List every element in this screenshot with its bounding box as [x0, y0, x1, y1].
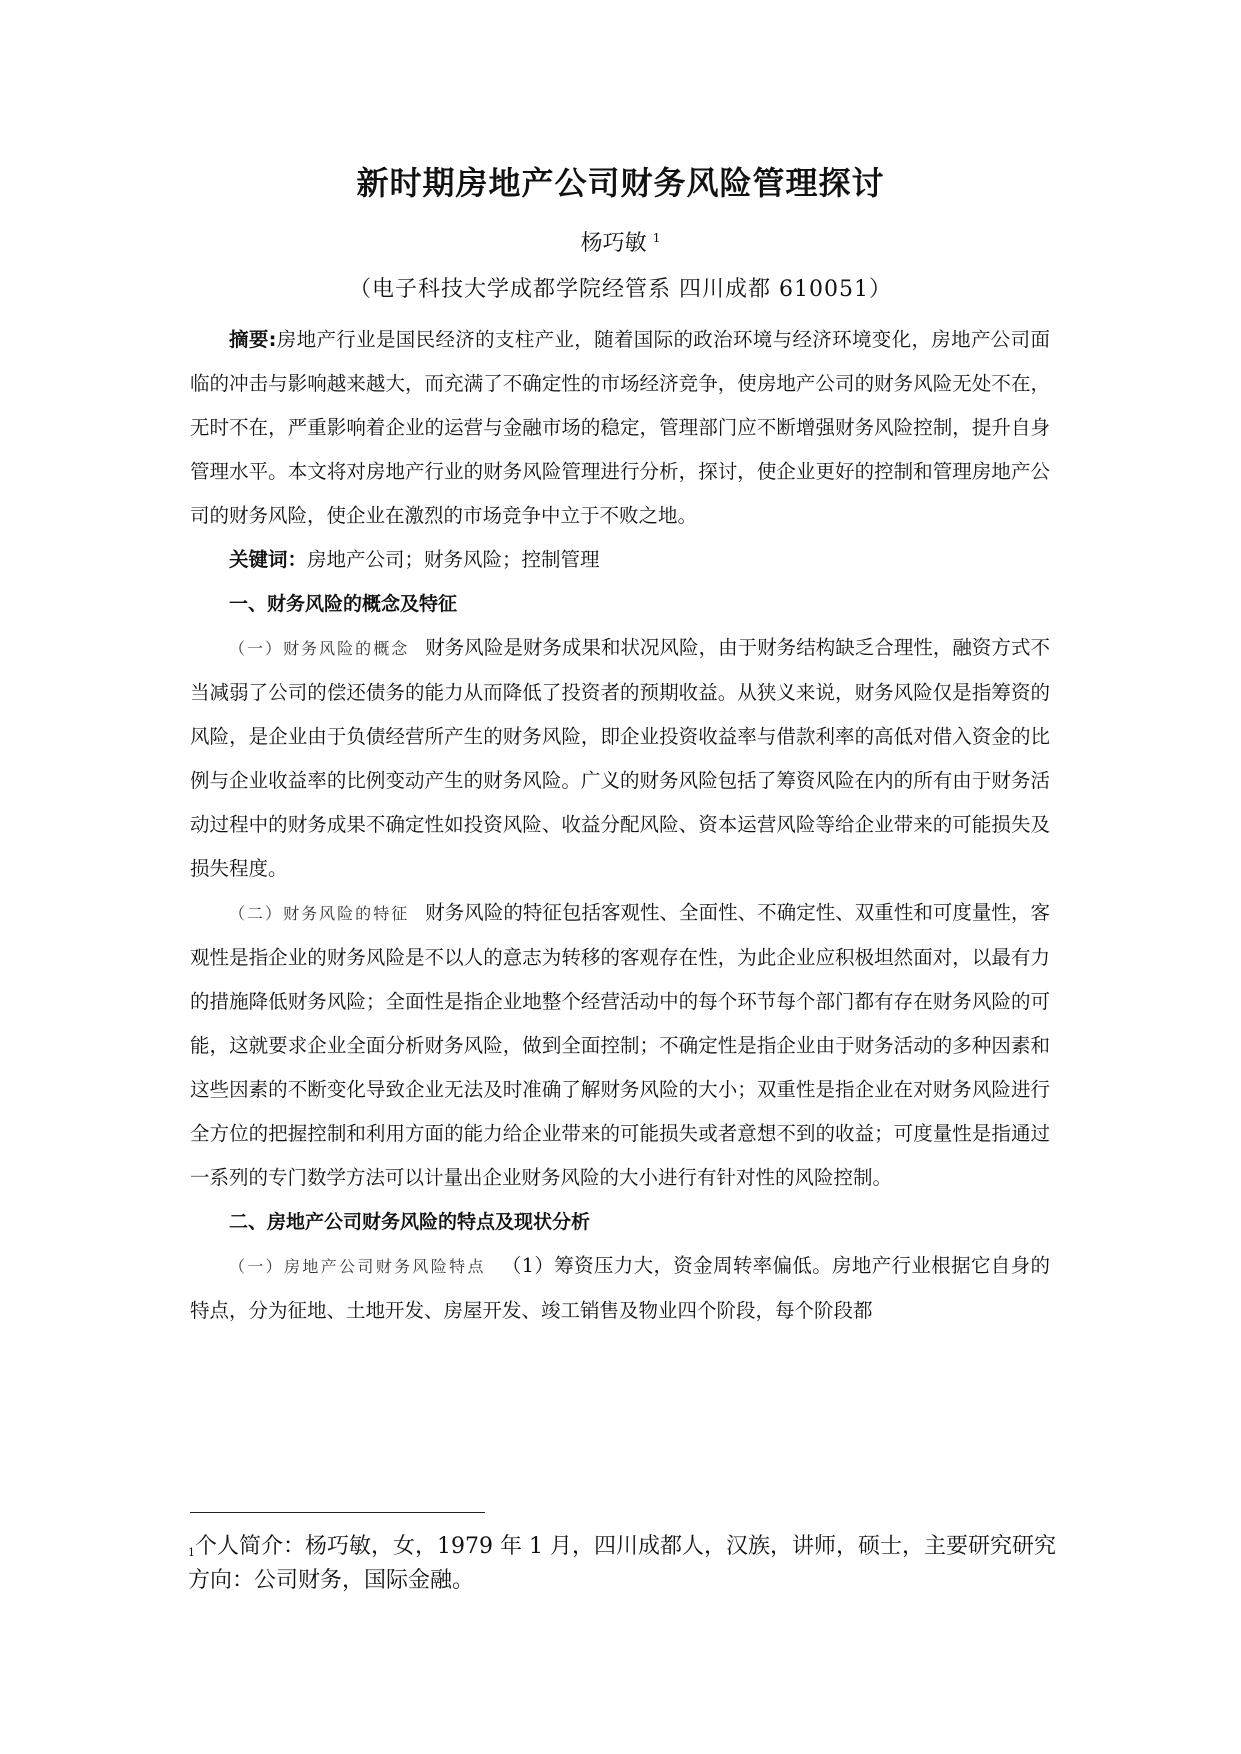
footnote-divider — [190, 1512, 485, 1513]
subsection-label: （一）财务风险的概念 — [229, 639, 410, 658]
abstract-label: 摘要: — [229, 328, 277, 351]
document-body — [190, 318, 1050, 1333]
keywords-label: 关键词： — [229, 548, 308, 571]
abstract-text: 房地产行业是国民经济的支柱产业，随着国际的政治环境与经济环境变化，房地产公司面临的冲击与影响越来越大，而充满了不确定性的市场经济竞争，使房地产公司的财务风险无处不在，无时不在，严重影响着企业的运营与金融市场的稳定，管理部门应不断增强财务风险控制，提升自身管理水平。本文将对房地产行业的财务风险管理进行分析，探讨，使企业更好的控制和管理房地产公司的财务风险，使企业在激烈的市场竞争中立于不败之地。 — [190, 328, 1050, 527]
paragraph-text: 财务风险是财务成果和状况风险，由于财务结构缺乏合理性，融资方式不当减弱了公司的偿还债务的能力从而降低了投资者的预期收益。从狭义来说，财务风险仅是指筹资的风险，是企业由于负债经营所产生的财务风险，即企业投资收益率与借款利率的高低对借入资金的比例与企业收益率的比例变动产生的财务风险。广义的财务风险包括了筹资风险在内的所有由于财务活动过程中的财务成果不确定性如投资风险、收益分配风险、资本运营风险等给企业带来的可能损失及损失程度。 — [190, 636, 1050, 880]
section-2-paragraph-1 — [190, 1244, 1050, 1333]
page-title: 新时期房地产公司财务风险管理探讨 — [356, 164, 885, 202]
section-heading-2: 二、房地产公司财务风险的特点及现状分析 — [229, 1211, 591, 1233]
paragraph-text: 财务风险的特征包括客观性、全面性、不确定性、双重性和可度量性，客观性是指企业的财务风险是不以人的意志为转移的客观存在性，为此企业应积极坦然面对，以最有力的措施降低财务风险；全面性是指企业地整个经营活动中的每个环节每个部门都有存在财务风险的可能，这就要求企业全面分析财务风险，做到全面控制；不确定性是指企业由于财务活动的多种因素和这些因素的不断变化导致企业无法及时准确了解财务风险的大小；双重性是指企业在对财务风险进行全方位的把握控制和利用方面的能力给企业带来的可能损失或者意想不到的收益；可度量性是指通过一系列的专门数学方法可以计量出企业财务风险的大小进行有针对性的风险控制。 — [190, 901, 1050, 1189]
author-line — [0, 226, 1241, 257]
footnote-text: 个人简介：杨巧敏，女，1979 年 1 月，四川成都人，汉族，讲师，硕士，主要研究研究方向：公司财务，国际金融。 — [188, 1534, 1056, 1593]
keywords-paragraph — [190, 538, 1050, 582]
section-1-paragraph-2 — [190, 891, 1050, 1200]
author-footnote-mark: 1 — [652, 230, 661, 245]
footnote-mark: 1 — [188, 1546, 195, 1559]
subsection-label: （一）房地产公司财务风险特点 — [229, 1257, 486, 1276]
abstract-paragraph — [190, 318, 1050, 538]
keywords-text: 房地产公司；财务风险；控制管理 — [307, 548, 600, 571]
section-heading-1: 一、财务风险的概念及特征 — [229, 593, 458, 615]
subsection-label: （二）财务风险的特征 — [229, 904, 410, 923]
affiliation: （电子科技大学成都学院经管系 四川成都 610051） — [349, 277, 892, 302]
section-1-paragraph-1 — [190, 626, 1050, 891]
author-name: 杨巧敏 — [580, 231, 647, 256]
footnote — [188, 1530, 1058, 1598]
paragraph-text: （1）筹资压力大，资金周转率偏低。房地产行业根据它自身的特点，分为征地、土地开发、房屋开发、竣工销售及物业四个阶段，每个阶段都 — [190, 1254, 1050, 1322]
